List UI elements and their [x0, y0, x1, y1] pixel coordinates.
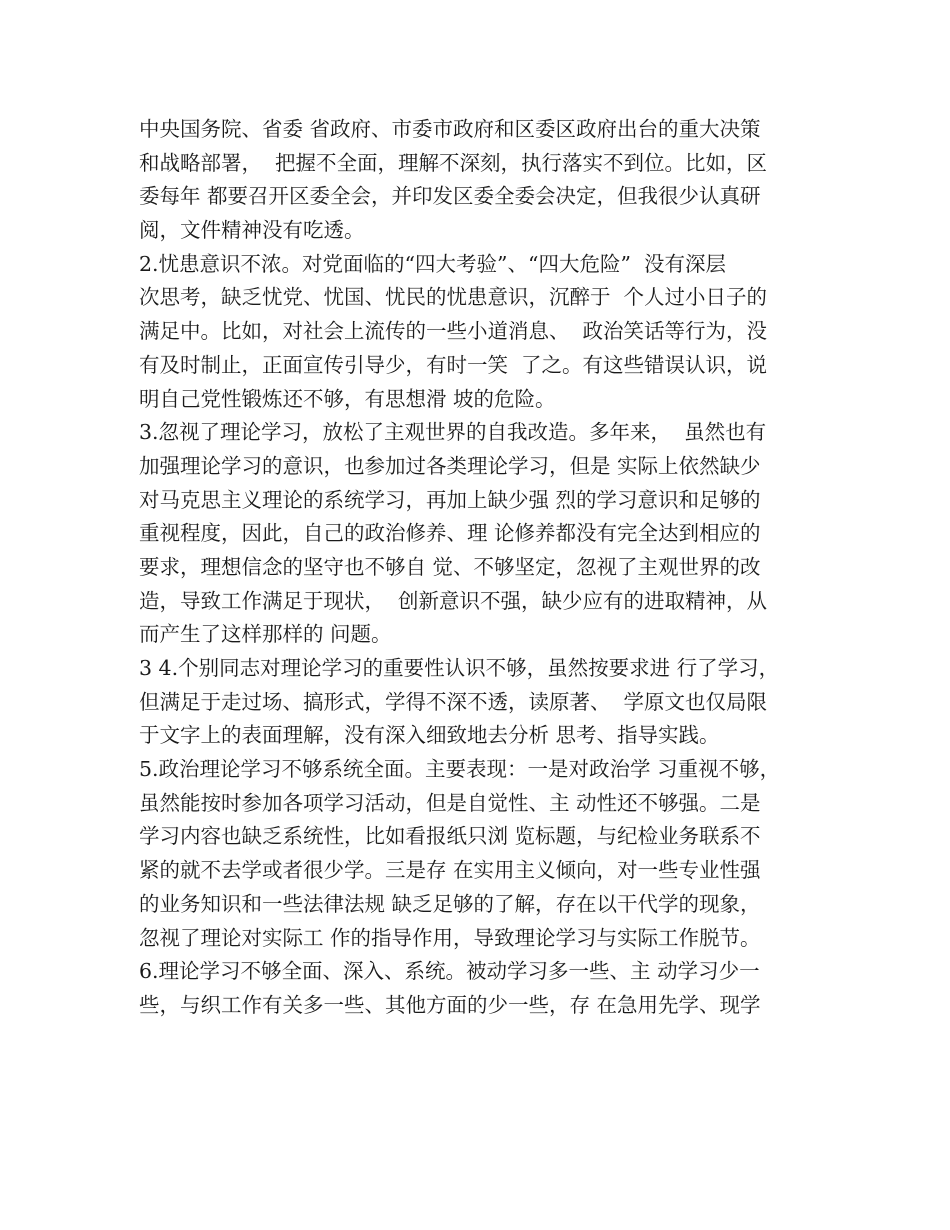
text-line: 虽然能按时参加各项学习活动，但是自觉性、主 动性还不够强。二是 [139, 790, 761, 815]
text-line: 次思考，缺乏忧党、忧国、忧民的忧患意识，沉醉于 个人过小日子的 [139, 285, 768, 310]
text-line: 重视程度，因此，自己的政治修养、理 论修养都没有完全达到相应的 [139, 521, 761, 546]
text-line: 于文字上的表面理解，没有深入细致地去分析 思考、指导实践。 [139, 723, 720, 748]
text-line: 加强理论学习的意识，也参加过各类理论学习，但是 实际上依然缺少 [139, 453, 761, 478]
text-line: 些，与织工作有关多一些、其他方面的少一些，存 在急用先学、现学 [139, 992, 761, 1017]
text-line: 3 4.个别同志对理论学习的重要性认识不够，虽然按要求进 行了学习， [139, 656, 780, 680]
text-line: 满足中。比如，对社会上流传的一些小道消息、 政治笑话等行为，没 [139, 319, 768, 344]
text-line: 2.忧患意识不浓。对党面临的“四大考验”、“四大危险” 没有深层 [139, 251, 727, 276]
text-line: 3.忽视了理论学习，放松了主观世界的自我改造。多年来， 虽然也有 [139, 420, 767, 445]
text-line: 和战略部署， 把握不全面，理解不深刻，执行落实不到位。比如，区 [139, 150, 768, 175]
text-line: 5.政治理论学习不够系统全面。主要表现：一是对政治学 习重视不够， [139, 757, 781, 782]
text-line: 学习内容也缺乏系统性，比如看报纸只浏 览标题，与纪检业务联系不 [139, 824, 761, 849]
text-line: 6.理论学习不够全面、深入、系统。被动学习多一些、主 动学习少一 [139, 959, 760, 984]
text-line: 而产生了这样那样的 问题。 [139, 622, 392, 647]
document-body [139, 113, 829, 1023]
text-line: 委每年 都要召开区委全会，并印发区委全委会决定，但我很少认真研 [139, 184, 761, 209]
text-line: 的业务知识和一些法律法规 缺乏足够的了解，存在以干代学的现象， [139, 891, 761, 916]
text-line: 有及时制止，正面宣传引导少，有时一笑 了之。有这些错误认识，说 [139, 352, 768, 377]
text-line: 造，导致工作满足于现状， 创新意识不强，缺少应有的进取精神，从 [139, 588, 768, 613]
text-line: 忽视了理论对实际工 作的指导作用，导致理论学习与实际工作脱节。 [139, 925, 761, 950]
text-line: 明自己党性锻炼还不够，有思想滑 坡的危险。 [139, 386, 556, 411]
text-line: 紧的就不去学或者很少学。三是存 在实用主义倾向，对一些专业性强 [139, 858, 761, 883]
text-line: 阅，文件精神没有吃透。 [139, 218, 365, 243]
text-line: 中央国务院、省委 省政府、市委市政府和区委区政府出台的重大决策 [139, 117, 761, 141]
text-line: 但满足于走过场、搞形式，学得不深不透，读原著、 学原文也仅局限 [139, 689, 768, 714]
text-line: 对马克思主义理论的系统学习，再加上缺少强 烈的学习意识和足够的 [139, 487, 761, 512]
text-line: 要求，理想信念的坚守也不够自 觉、不够坚定，忽视了主观世界的改 [139, 554, 761, 579]
